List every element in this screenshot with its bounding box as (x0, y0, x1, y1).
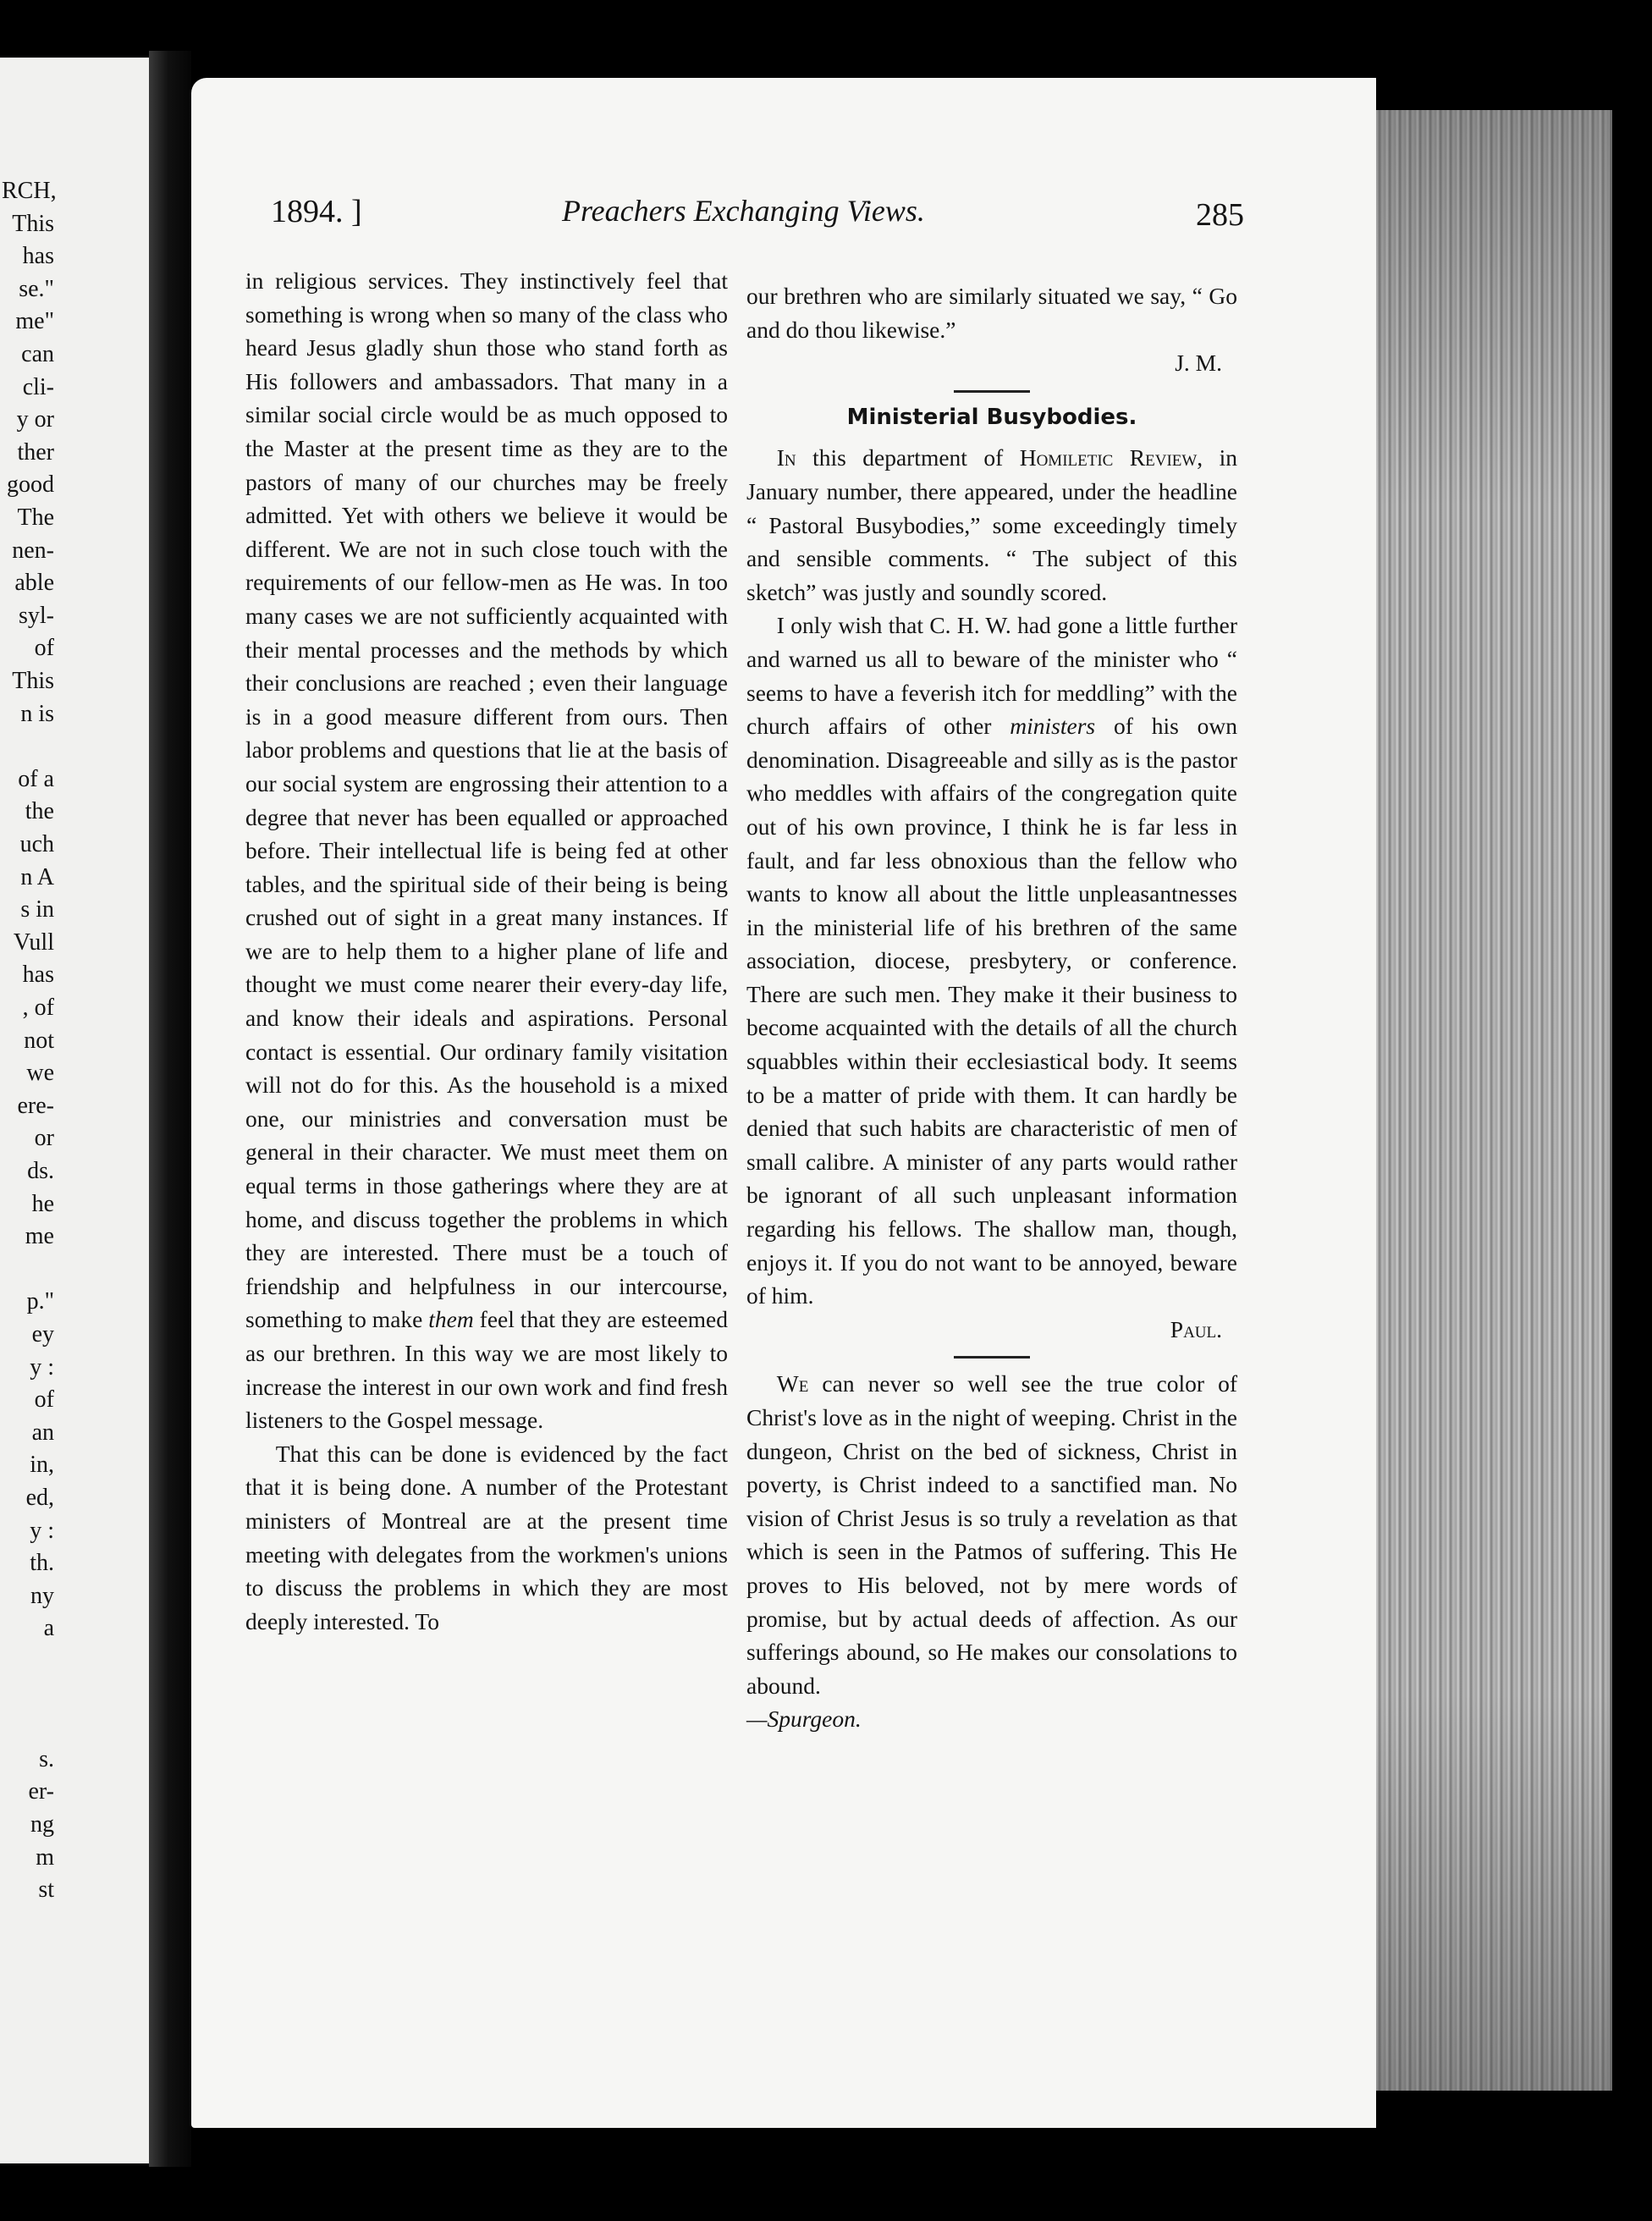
page-edges (1364, 110, 1612, 2091)
facing-page-fragment: This (12, 668, 54, 694)
facing-page-fragment: can (21, 341, 54, 367)
facing-page-fragment: ey (31, 1321, 54, 1347)
section-heading: Ministerial Busybodies. (846, 404, 1137, 430)
facing-page-fragment: has (22, 243, 54, 270)
right-column (746, 279, 1237, 1736)
quote-source: —Spurgeon. (746, 1706, 862, 1733)
paragraph (245, 264, 728, 1437)
facing-page-fragment: good (7, 471, 54, 499)
left-column (245, 264, 728, 1638)
journal-name: Homiletic Review, (1019, 444, 1203, 471)
facing-page-fragment: syl- (19, 602, 54, 629)
signature-paul: Paul. (1170, 1315, 1222, 1342)
emphasis-text: them (428, 1306, 474, 1333)
paragraph-text: I only wish that C. H. W. had gone a little further and warned us all to beware of the minister who “ seems to have a feverish itch for meddling” with the church affairs of other (746, 612, 1237, 740)
facing-page-fragment: ny (30, 1582, 54, 1609)
paragraph (245, 1437, 728, 1639)
facing-page-fragment: ds. (27, 1158, 54, 1184)
facing-page-fragment: th. (30, 1550, 54, 1577)
facing-page-fragment: er- (28, 1778, 54, 1805)
facing-page-fragment: s in (20, 896, 54, 923)
facing-page-fragment: of (34, 1386, 54, 1414)
facing-page-fragment: has (22, 962, 54, 989)
facing-page-fragment: able (14, 570, 54, 597)
facing-page-fragment: he (31, 1190, 54, 1217)
facing-page-fragment: ther (17, 438, 54, 466)
facing-page-fragment: an (31, 1419, 54, 1446)
paragraph (746, 441, 1237, 609)
header-year: 1894. ] (271, 194, 362, 229)
facing-page-fragment: st (38, 1877, 54, 1904)
paragraph-text: of his own denomination. Disagreeable and silly as is the pastor who meddles with affairs of the congregation quite out of his own province, I think he is far less in fault, and far less obnoxious than the fellow who wants to know all about the little unpleasantnesses in the ministerial life of his brethren of the same association, diocese, presbytery, or conference. There are such men. They make it their business to become acquainted with the details of all the church squabbles within their ecclesiastical body. It seems to be a matter of pride with them. It can hardly be denied that such habits are characteristic of men of small calibre. A minister of any parts would rather be ignorant of all such unpleasant information regarding his fellows. The shallow man, though, enjoys it. If you do not want to be annoyed, beware of him. (746, 713, 1238, 1309)
facing-page-fragment: ed, (25, 1485, 54, 1511)
paragraph-text: in January number, there appeared, under the headline “ Pastoral Busybodies,” some exceedingly timely and sensible comments. “ The subject of this sketch” was justly and soundly scored. (746, 444, 1238, 605)
facing-page-fragment: n A (20, 863, 54, 890)
facing-page-fragment: s. (39, 1745, 54, 1772)
signature-jm: J. M. (1175, 350, 1222, 377)
section-rule (954, 390, 1030, 393)
facing-page-fragment: This (12, 210, 54, 237)
lead-word: In (776, 444, 796, 471)
emphasis-text: ministers (1010, 713, 1096, 740)
facing-page-fragment: nen- (12, 537, 54, 564)
facing-page-fragment: Vull (13, 929, 54, 956)
facing-page-fragment: of a (18, 765, 54, 792)
facing-page-fragment: RCH, (2, 178, 57, 204)
facing-page-fragment: me (25, 1223, 54, 1250)
facing-page-fragment: the (25, 798, 54, 825)
facing-page-fragment: of (34, 635, 54, 662)
paragraph (746, 609, 1237, 1312)
paragraph (746, 279, 1237, 346)
facing-page-fragment: p." (26, 1288, 54, 1315)
facing-page-fragment: or (34, 1125, 54, 1152)
facing-page-fragment: uch (19, 831, 54, 857)
facing-page-fragment: y or (16, 406, 54, 433)
book-gutter (149, 51, 191, 2167)
facing-page-fragment: me" (15, 308, 54, 335)
facing-page-fragment: se." (19, 275, 54, 302)
facing-page (0, 58, 168, 2163)
section-rule (954, 1356, 1030, 1359)
facing-page-fragment: ere- (17, 1092, 54, 1119)
facing-page-fragment: The (17, 504, 54, 531)
paragraph-text: can never so well see the true color of Christ's love as in the night of weeping. Christ in the dungeon, Christ on the bed of sickness, Christ in poverty, is Christ indeed to a sanctified man. No vision of Christ Jesus is so truly a revelation as that which is seen in the Patmos of suffering. This He proves to His beloved, not by mere words of promise, but by actual deeds of affection. As our sufferings abound, so He makes our consolations to abound. (746, 1370, 1238, 1699)
facing-page-fragment: in, (30, 1452, 54, 1479)
facing-page-fragment: a (43, 1615, 54, 1642)
facing-page-fragment: we (26, 1060, 54, 1087)
header-title: Preachers Exchanging Views. (562, 194, 925, 228)
facing-page-fragment: y : (30, 1517, 54, 1544)
facing-page-fragment: y : (30, 1353, 54, 1381)
paragraph-text: our brethren who are similarly situated we say, “ Go and do thou likewise.” (746, 283, 1237, 343)
paragraph-text: this department of (812, 444, 1004, 471)
paragraph-text: That this can be done is evidenced by the fact that it is being done. A number of the Protestant ministers of Montreal are at the present time meeting with delegates from the workmen's unions to discuss the problems in which they are most deeply interested. To (245, 1440, 728, 1634)
facing-page-fragment: n is (20, 700, 54, 727)
facing-page-fragment: , of (22, 995, 54, 1021)
facing-page-fragment: ng (30, 1811, 54, 1838)
facing-page-fragment: cli- (22, 373, 54, 400)
facing-page-fragment: not (24, 1027, 54, 1054)
paragraph (746, 1367, 1237, 1702)
paragraph-text: feel that they are esteemed as our brethren. In this way we are most likely to increase the interest in our own work and find fresh listeners to the Gospel message. (245, 1306, 729, 1434)
paragraph-text: in religious services. They instinctively feel that something is wrong when so many of the class who heard Jesus gladly shun those who stand forth as His followers and ambassadors. That many in a similar social circle would be as much opposed to the Master at the present time as they are to the pastors of many of our churches may be freely admitted. Yet with others we believe it would be different. We are not in such close touch with the requirements of our fellow-men as He was. In too many cases we are not sufficiently acquainted with their mental processes and the methods by which their conclusions are reached ; even their language is in a good measure different from ours. Then labor problems and questions that lie at the basis of our social system are engrossing their attention to a degree that never has been equalled or approached before. Their intellectual life is being fed at other tables, and the spiritual side of their being is being crushed out of sight in a great many instances. If we are to help them to a higher plane of life and thought we must come nearer their every-day life, and know their ideals and aspirations. Personal contact is essential. Our ordinary family visitation will not do for this. As the household is a mixed one, our ministries and conversation must be general in their character. We must meet them on equal terms in those gatherings where they are at home, and discuss together the problems in which they are interested. There must be a touch of friendship and helpfulness in our intercourse, something to make (245, 267, 728, 1333)
page-number: 285 (1196, 197, 1244, 233)
running-head (271, 193, 1244, 235)
lead-word: We (776, 1370, 809, 1397)
facing-page-fragment: m (36, 1843, 54, 1871)
